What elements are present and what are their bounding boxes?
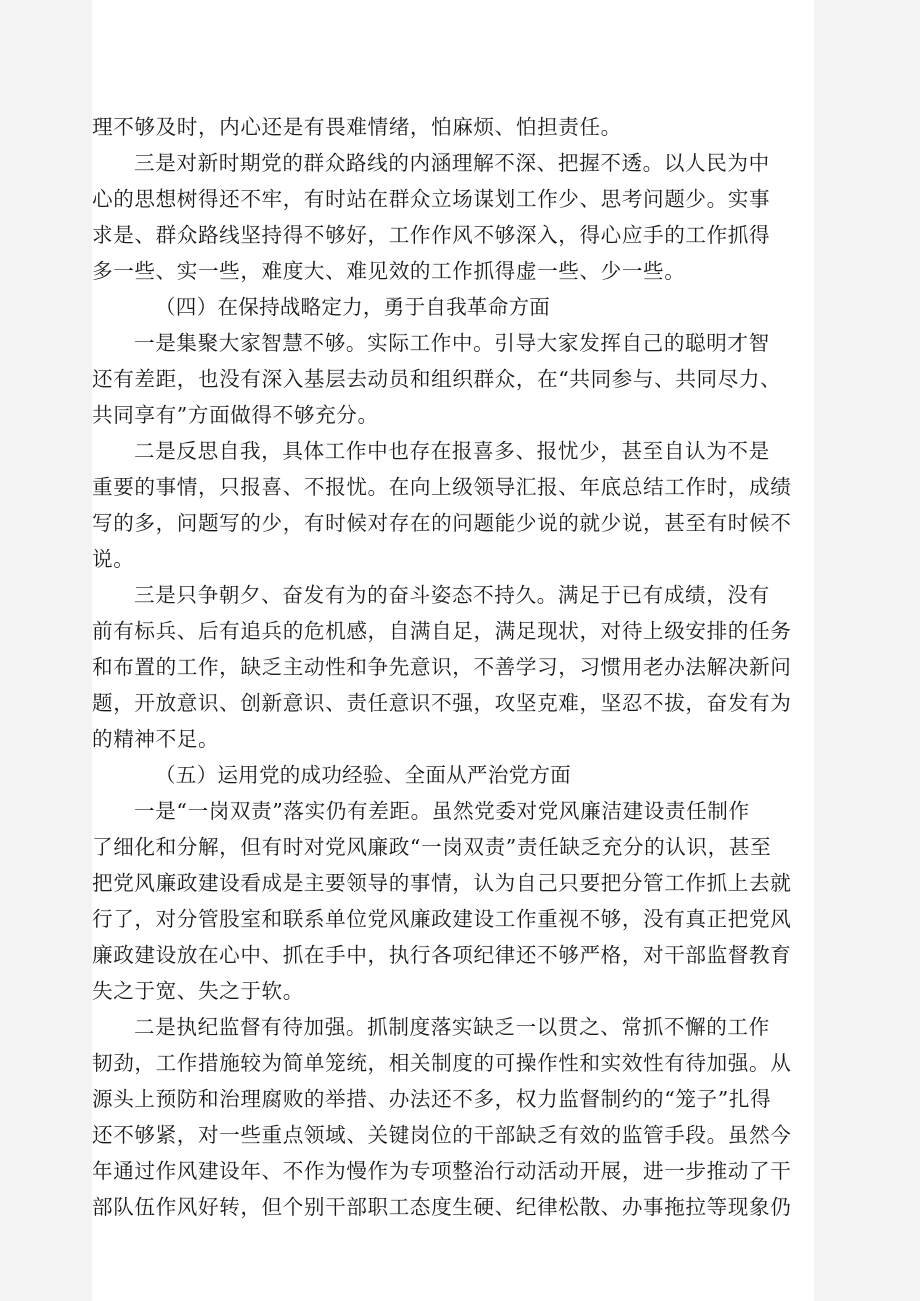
paragraph-first-line: 三是只争朝夕、奋发有为的奋斗姿态不持久。满足于已有成绩，没有	[134, 583, 770, 607]
paragraph-first-line: 三是对新时期党的群众路线的内涵理解不深、把握不透。以人民为中	[134, 151, 770, 175]
text-line: 和布置的工作，缺乏主动性和争先意识，不善学习，习惯用老办法解决新问	[92, 655, 792, 679]
text-line: 求是、群众路线坚持得不够好，工作作风不够深入，得心应手的工作抓得	[92, 223, 771, 247]
text-line: 还不够紧，对一些重点领域、关键岗位的干部缺乏有效的监管手段。虽然今	[92, 1123, 792, 1147]
text-line: 说。	[92, 547, 135, 571]
text-line: 心的思想树得还不牢，有时站在群众立场谋划工作少、思考问题少。实事	[92, 187, 771, 211]
text-line: 还有差距，也没有深入基层去动员和组织群众，在“共同参与、共同尽力、	[92, 367, 782, 391]
text-line: 失之于宽、失之于软。	[92, 979, 304, 1003]
section-heading: （四）在保持战略定力，勇于自我革命方面	[155, 295, 551, 319]
text-line: 重要的事情，只报喜、不报忧。在向上级领导汇报、年底总结工作时，成绩	[92, 475, 792, 499]
text-line: 源头上预防和治理腐败的举措、办法还不多，权力监督制约的“笼子”扎得	[92, 1087, 772, 1111]
text-line: 年通过作风建设年、不作为慢作为专项整治行动活动开展，进一步推动了干	[92, 1159, 792, 1183]
text-line: 廉政建设放在心中、抓在手中，执行各项纪律还不够严格，对干部监督教育	[92, 943, 792, 967]
text-line: 韧劲，工作措施较为简单笼统，相关制度的可操作性和实效性有待加强。从	[92, 1051, 792, 1075]
text-line: 行了，对分管股室和联系单位党风廉政建设工作重视不够，没有真正把党风	[92, 907, 792, 931]
text-line: 了细化和分解，但有时对党风廉政“一岗双责”责任缺乏充分的认识，甚至	[92, 835, 772, 859]
paragraph-first-line: 一是“一岗双责”落实仍有差距。虽然党委对党风廉洁建设责任制作	[134, 799, 750, 823]
text-line: 理不够及时，内心还是有畏难情绪，怕麻烦、怕担责任。	[92, 115, 622, 139]
text-line: 把党风廉政建设看成是主要领导的事情，认为自己只要把分管工作抓上去就	[92, 871, 792, 895]
document-page	[92, 0, 814, 1301]
text-line: 题，开放意识、创新意识、责任意识不强，攻坚克难，坚忍不拔，奋发有为	[92, 691, 792, 715]
text-line: 前有标兵、后有追兵的危机感，自满自足，满足现状，对待上级安排的任务	[92, 619, 792, 643]
text-line: 部队伍作风好转，但个别干部职工态度生硬、纪律松散、办事拖拉等现象仍	[92, 1195, 792, 1219]
paragraph-first-line: 一是集聚大家智慧不够。实际工作中。引导大家发挥自己的聪明才智	[134, 331, 770, 355]
text-line: 共同享有”方面做得不够充分。	[92, 403, 379, 427]
paragraph-first-line: 二是反思自我，具体工作中也存在报喜多、报忧少，甚至自认为不是	[134, 439, 770, 463]
text-line: 写的多，问题写的少，有时候对存在的问题能少说的就少说，甚至有时候不	[92, 511, 792, 535]
paragraph-first-line: 二是执纪监督有待加强。抓制度落实缺乏一以贯之、常抓不懈的工作	[134, 1015, 770, 1039]
section-heading: （五）运用党的成功经验、全面从严治党方面	[155, 763, 571, 787]
text-line: 的精神不足。	[92, 727, 220, 751]
text-line: 多一些、实一些，难度大、难见效的工作抓得虚一些、少一些。	[92, 259, 686, 283]
